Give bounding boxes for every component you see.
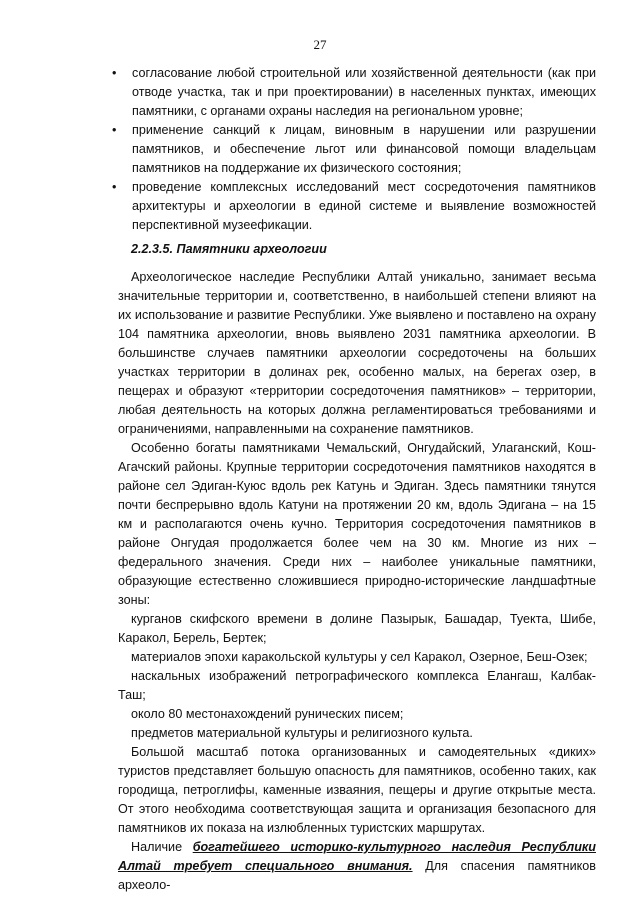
bullet-item — [112, 178, 596, 235]
paragraph-final — [118, 838, 596, 895]
bullet-text: проведение комплексных исследований мест сосредоточения памятников архитектуры и археологии в единой системе и выявление возможностей перспективной музеефикации. — [132, 180, 596, 232]
paragraph-tourism: Большой масштаб потока организованных и самодеятельных «диких» туристов представляет большую опасность для памятников, особенно таких, как городища, петроглифы, каменные изваяния, пещеры и другие открытые места. От этого необходима соответствующая защита и организация безопасного для памятников их показа на излюбленных туристских маршрутах. — [118, 745, 596, 835]
section-body — [118, 268, 596, 895]
section-heading: 2.2.3.5. Памятники археологии — [131, 242, 327, 256]
measures-bullet-list — [112, 64, 596, 235]
final-lead: Наличие — [131, 840, 193, 854]
zone-item: материалов эпохи каракольской культуры у сел Каракол, Озерное, Беш-Озек; — [131, 650, 588, 664]
bullet-item — [112, 64, 596, 121]
zone-item: курганов скифского времени в долине Пазырык, Башадар, Туекта, Шибе, Каракол, Берель, Бертек; — [118, 612, 596, 645]
bullet-text: применение санкций к лицам, виновным в нарушении или разрушении памятников, и обеспечение льгот или финансовой помощи владельцам памятников на поддержание их физического состояния; — [132, 123, 596, 175]
bullet-marker: • — [112, 123, 117, 137]
final-emphasis: богатейшего историко-культурного наследия Республики Алтай требует специального внимания. — [118, 840, 596, 873]
page-number: 27 — [313, 37, 327, 52]
paragraph-districts: Особенно богаты памятниками Чемальский, Онгудайский, Улаганский, Кош-Агачский районы. Крупные территории сосредоточения памятников находятся в районе сел Эдиган-Куюс вдоль рек Катунь и Эдиган. Здесь памятники тянутся почти беспрерывно вдоль Катуни на протяжении 20 км, вдоль Эдигана – на 15 км и располагаются очень кучно. Территория сосредоточения памятников в районе Онгудая продолжается более чем на 30 км. Многие из них – федерального значения. Среди них – наиболее уникальные памятники, образующие естественно сложившиеся природно-исторические ландшафтные зоны: — [118, 441, 596, 607]
bullet-text: согласование любой строительной или хозяйственной деятельности (как при отводе участка, так и при проектировании) в населенных пунктах, имеющих памятники, с органами охраны наследия на региональном уровне; — [132, 66, 596, 118]
paragraph-heritage: Археологическое наследие Республики Алтай уникально, занимает весьма значительные территории и, соответственно, в наибольшей степени влияют на их использование и развитие Республики. Уже выявлено и поставлено на охрану 104 памятника археологии, вновь выявлено 2031 памятника археологии. В большинстве случаев памятники археологии сосредоточены на больших участках территории в долинах рек, особенно малых, на берегах озер, в пещерах и образуют «территории сосредоточения памятников» – территории, любая деятельность на которых должна регламентироваться требованиями и ограничениями, направленными на сохранение памятников. — [118, 270, 596, 436]
final-tail: Для спасения памятников археоло- — [118, 859, 596, 892]
zone-item: наскальных изображений петрографического комплекса Елангаш, Калбак-Таш; — [118, 669, 596, 702]
bullet-marker: • — [112, 180, 117, 194]
zone-item: предметов материальной культуры и религиозного культа. — [131, 726, 473, 740]
zone-item: около 80 местонахождений рунических писем; — [131, 707, 404, 721]
bullet-marker: • — [112, 66, 117, 80]
bullet-item — [112, 121, 596, 178]
